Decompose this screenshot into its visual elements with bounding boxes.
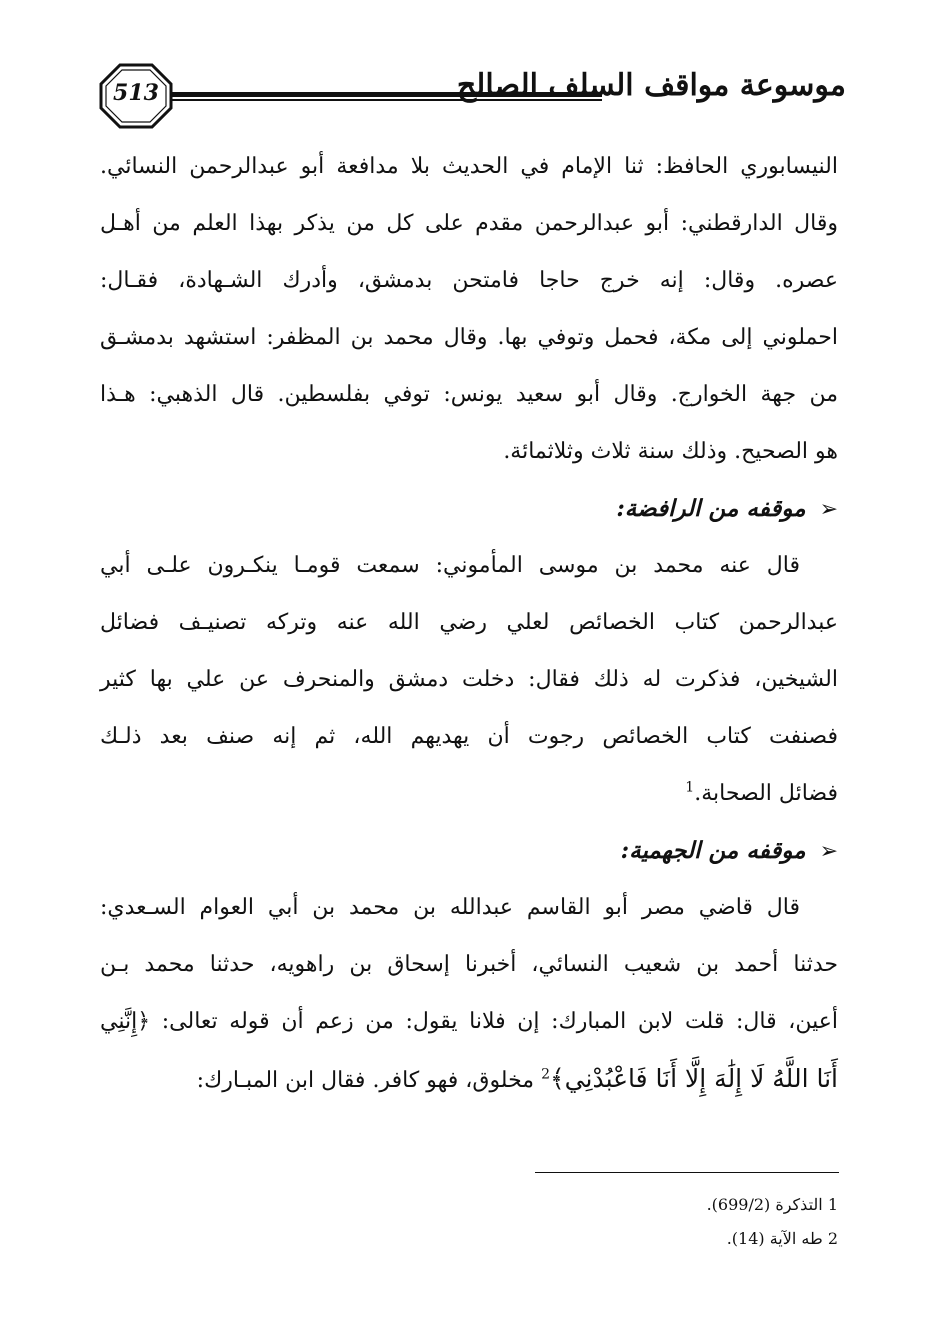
- series-title: موسوعة مواقف السلف الصالح: [456, 68, 846, 103]
- text-line: وقال الدارقطني: أبو عبدالرحمن مقدم على كل من يذكر بهذا العلم من أهـل: [100, 211, 838, 236]
- section-heading: [100, 480, 838, 537]
- text-line: قال قاضي مصر أبو القاسم عبدالله بن محمد بن أبي العوام السـعدي:: [100, 895, 800, 920]
- footnote: [500, 1222, 838, 1256]
- text-line: النيسابوري الحافظ: ثنا الإمام في الحديث بلا مدافعة أبو عبدالرحمن النسائي.: [100, 154, 838, 179]
- section-heading-text: موقفه من الرافضة:: [616, 495, 806, 522]
- text-line: أعين، قال: قلت لابن المبارك: إن فلانا يقول: من زعم أن قوله تعالى: ﴿إِنَّنِي: [100, 1009, 838, 1034]
- footnote-ref: 1: [685, 779, 695, 796]
- text-line: فصنفت كتاب الخصائص رجوت أن يهديهم الله، ثم إنه صنف بعد ذلـك: [100, 724, 838, 749]
- footnote-text: التذكرة (699/2).: [706, 1195, 823, 1214]
- page-header: [98, 62, 846, 134]
- footnote-number: 2: [827, 1229, 838, 1248]
- text-line: احملوني إلى مكة، فحمل وتوفي بها. وقال محمد بن المظفر: استشهد بدمشـق: [100, 325, 838, 350]
- text-line: قال عنه محمد بن موسى المأموني: سمعت قومـا ينكـرون علـى أبي: [100, 553, 800, 578]
- text-line: من جهة الخوارج. وقال أبو سعيد يونس: توفي بفلسطين. قال الذهبي: هـذا: [100, 382, 838, 407]
- text-line: حدثنا أحمد بن شعيب النسائي، أخبرنا إسحاق بن راهويه، حدثنا محمد بـن: [100, 952, 838, 977]
- text-line: الشيخين، فذكرت له ذلك فقال: دخلت دمشق والمنحرف عن علي بها كثير: [100, 667, 838, 692]
- footnotes: [500, 1188, 838, 1256]
- footnote-ref: 2: [541, 1066, 550, 1083]
- page-body: [100, 138, 838, 1107]
- arrowhead-icon: ➢: [819, 839, 838, 864]
- page-number: 513: [113, 80, 159, 106]
- text-line-content: فضائل الصحابة.: [694, 781, 838, 806]
- footnote-number: 1: [827, 1195, 838, 1214]
- section-heading: [100, 822, 838, 879]
- text-line: [100, 1050, 838, 1107]
- text-line: عصره. وقال: إنه خرج حاجا فامتحن بدمشق، وأدرك الشـهادة، فقـال:: [100, 268, 838, 293]
- text-line: [100, 765, 838, 822]
- arrowhead-icon: ➢: [819, 497, 838, 522]
- footnote-text: طه الآية (14).: [726, 1229, 823, 1248]
- footnote: [500, 1188, 838, 1222]
- section-heading-text: موقفه من الجهمية:: [620, 837, 806, 864]
- footnote-divider: [535, 1172, 839, 1173]
- text-line: عبدالرحمن كتاب الخصائص لعلي رضي الله عنه وتركه تصنيـف فضائل: [100, 610, 838, 635]
- quran-verse: أَنَا اللَّهُ لَا إِلَٰهَ إِلَّا أَنَا فَاعْبُدْنِي﴾: [550, 1064, 838, 1093]
- text-line-content: مخلوق، فهو كافر. فقال ابن المبـارك:: [196, 1068, 542, 1093]
- page-number-badge: [98, 62, 174, 130]
- text-line: هو الصحيح. وذلك سنة ثلاث وثلاثمائة.: [503, 439, 838, 464]
